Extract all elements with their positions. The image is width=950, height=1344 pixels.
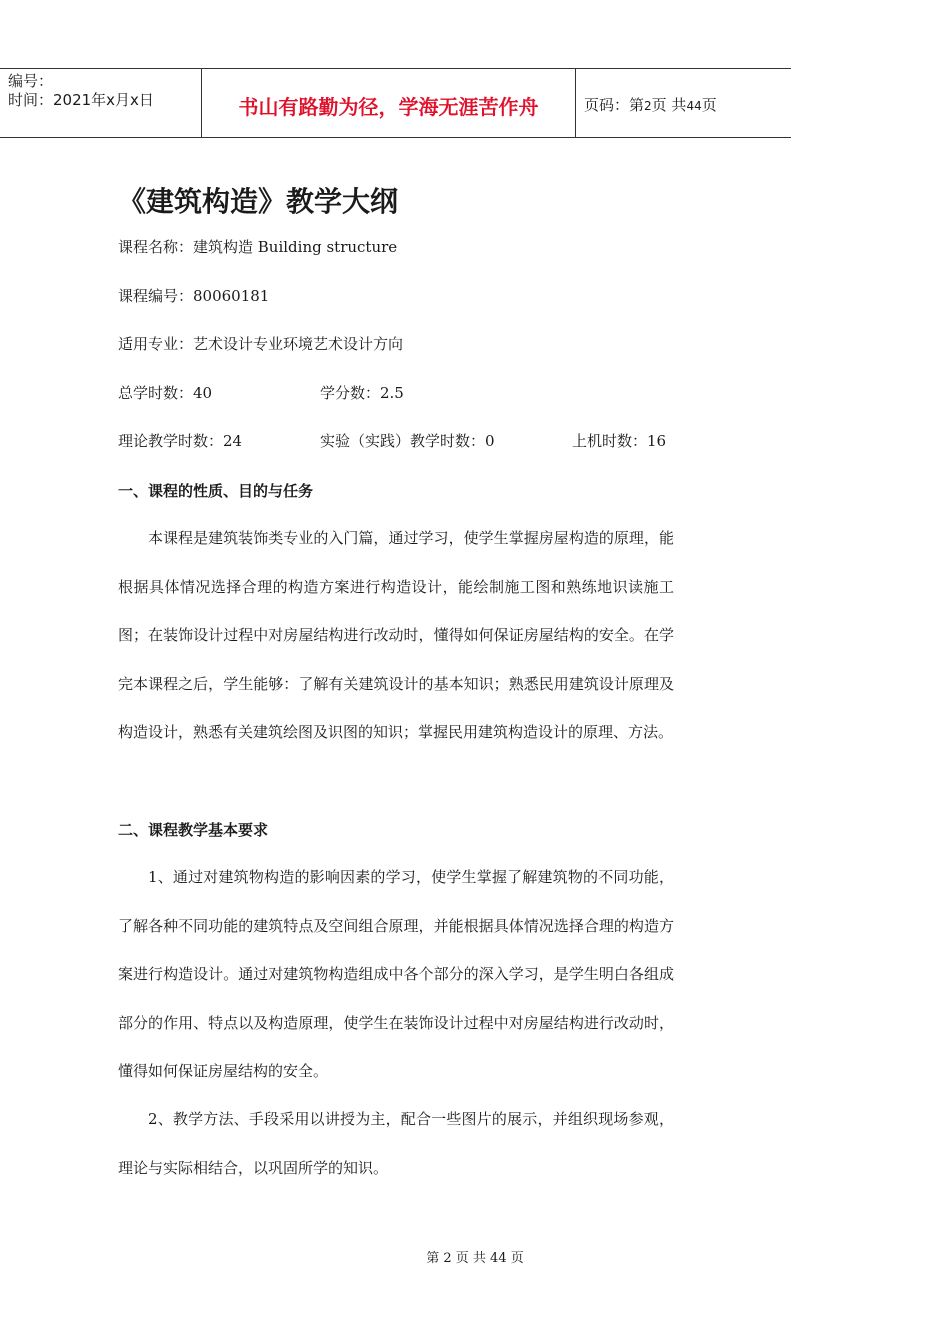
header-motto-cell: [202, 69, 576, 137]
hours-credits-row: [118, 383, 678, 403]
page-current: 2: [644, 99, 652, 113]
lab-hours: 实验（实践）教学时数：0: [320, 432, 495, 450]
course-name: 课程名称：建筑构造 Building structure: [118, 238, 398, 256]
theory-hours: 理论教学时数：24: [118, 432, 243, 450]
page-end: 页: [701, 96, 717, 114]
document-title: 《建筑构造》教学大纲: [118, 185, 399, 218]
header-info-cell: [0, 69, 202, 137]
section-2-paragraph-2: 2、教学方法、手段采用以讲授为主，配合一些图片的展示，并组织现场参观，理论与实际相结合，以巩固所学的知识。: [118, 1110, 674, 1177]
course-code: 课程编号：80060181: [118, 287, 270, 305]
teaching-hours-row: [118, 431, 678, 451]
applicable-major: 适用专业：艺术设计专业环境艺术设计方向: [118, 335, 404, 353]
page-total: 44: [686, 99, 702, 113]
document-header: [0, 68, 791, 138]
page-footer: 第 2 页 共 44 页: [426, 1251, 524, 1266]
page-label: 页码：第: [584, 96, 645, 114]
total-hours: 总学时数：40: [118, 384, 213, 402]
page-mid: 页 共: [651, 96, 687, 114]
header-page-cell: [576, 69, 791, 137]
credits: 学分数：2.5: [320, 384, 404, 402]
section-1-paragraph: 本课程是建筑装饰类专业的入门篇，通过学习，使学生掌握房屋构造的原理，能根据具体情况选择合理的构造方案进行构造设计，能绘制施工图和熟练地识读施工图；在装饰设计过程中对房屋结构进行改动时，懂得如何保证房屋结构的安全。在学完本课程之后，学生能够：了解有关建筑设计的基本知识；熟悉民用建筑设计原理及构造设计，熟悉有关建筑绘图及识图的知识；掌握民用建筑构造设计的原理、方法。: [118, 529, 674, 741]
document-time: 时间：2021年x月x日: [8, 91, 154, 109]
section-2-heading: 二、课程教学基本要求: [118, 821, 269, 839]
document-number-label: 编号：: [8, 72, 54, 90]
section-1-heading: 一、课程的性质、目的与任务: [118, 482, 314, 500]
computer-hours: 上机时数：16: [572, 432, 667, 450]
section-2-paragraph-1: 1、通过对建筑物构造的影响因素的学习，使学生掌握了解建筑物的不同功能，了解各种不同功能的建筑特点及空间组合原理，并能根据具体情况选择合理的构造方案进行构造设计。通过对建筑物构造组成中各个部分的深入学习，是学生明白各组成部分的作用、特点以及构造原理，使学生在装饰设计过程中对房屋结构进行改动时，懂得如何保证房屋结构的安全。: [118, 868, 674, 1080]
header-page-number: [584, 94, 717, 115]
header-motto: 书山有路勤为径，学海无涯苦作舟: [238, 95, 539, 119]
